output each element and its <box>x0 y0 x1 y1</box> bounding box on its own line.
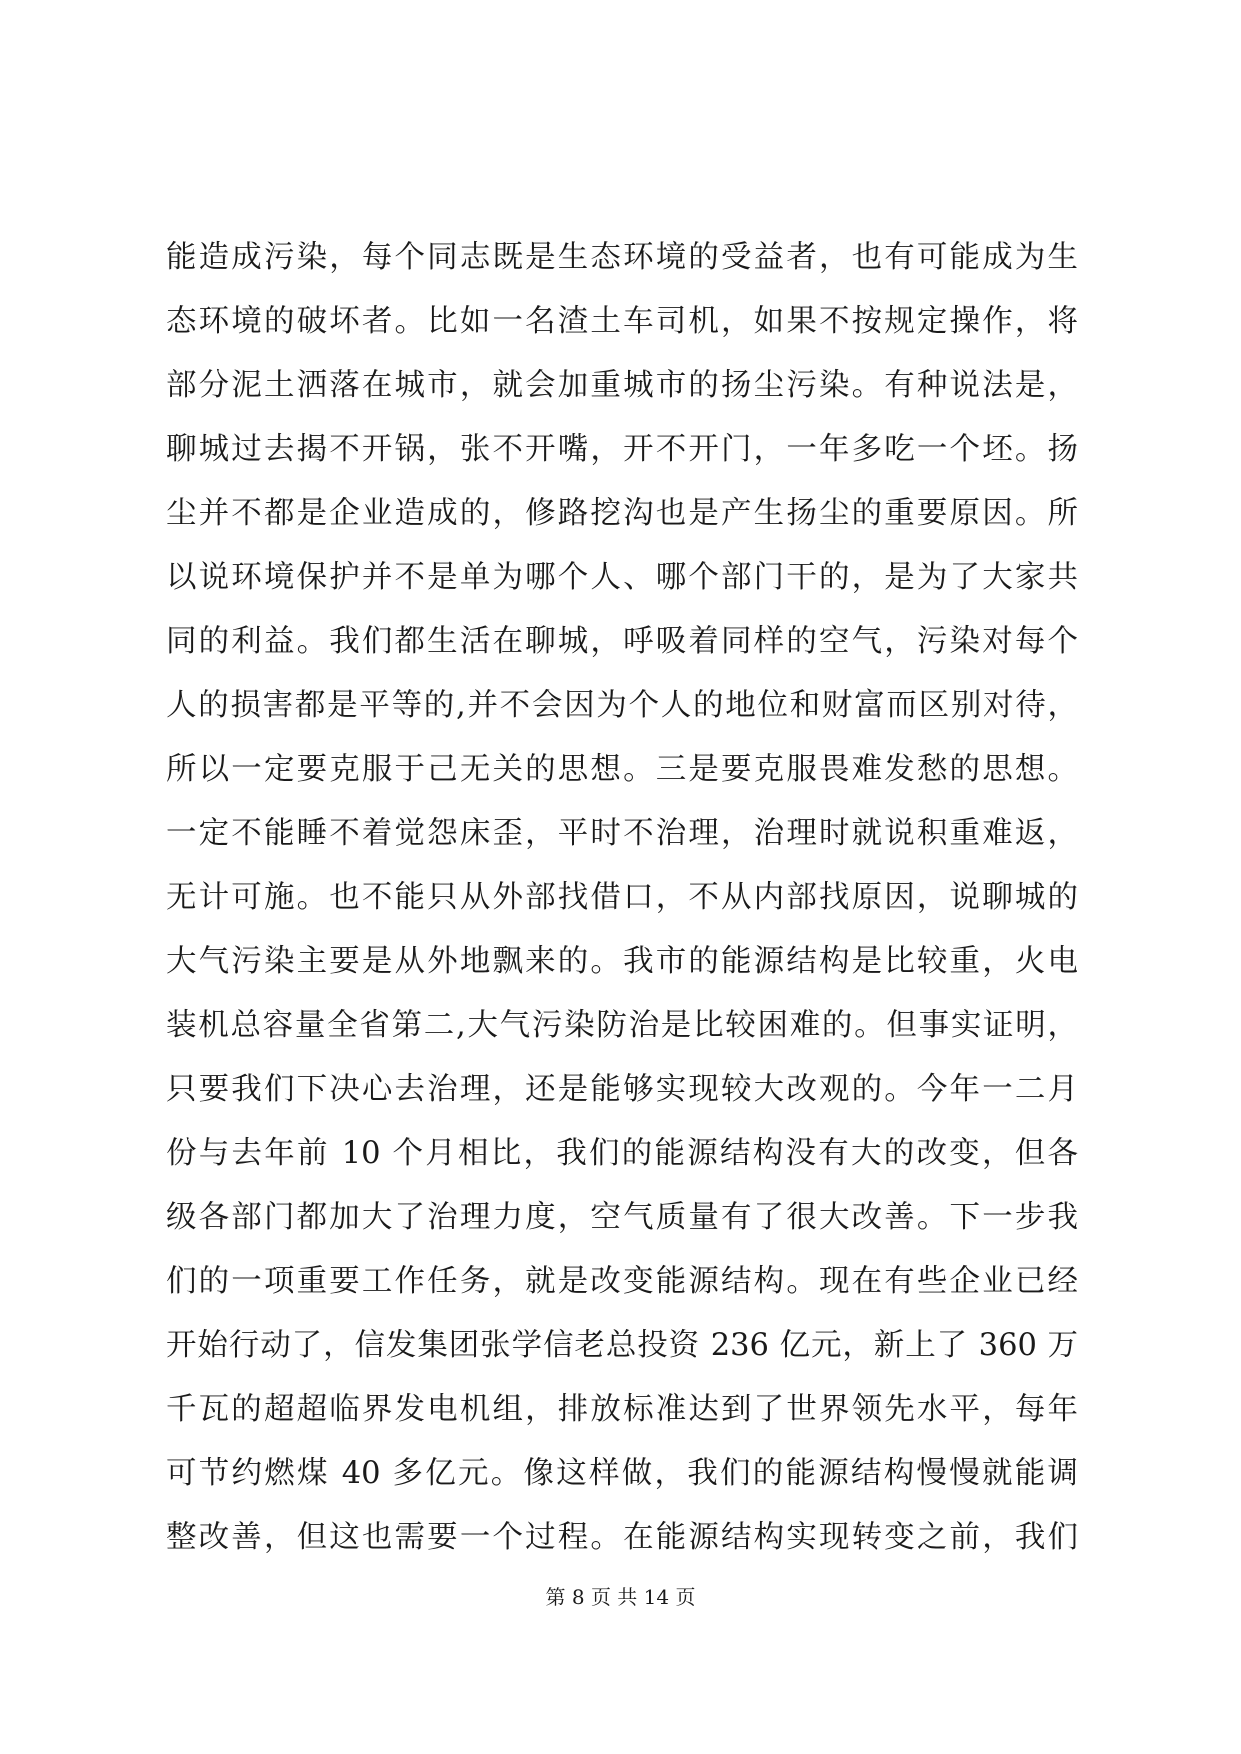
text-line: 千瓦的超超临界发电机组，排放标准达到了世界领先水平，每年 <box>166 1392 1078 1427</box>
page-number-footer: 第 8 页 共 14 页 <box>545 1585 696 1609</box>
text-line: 能造成污染，每个同志既是生态环境的受益者，也有可能成为生 <box>166 240 1078 275</box>
text-line: 份与去年前 10 个月相比，我们的能源结构没有大的改变，但各 <box>166 1136 1078 1171</box>
text-line: 级各部门都加大了治理力度，空气质量有了很大改善。下一步我 <box>166 1200 1078 1235</box>
text-line: 尘并不都是企业造成的，修路挖沟也是产生扬尘的重要原因。所 <box>166 496 1078 531</box>
text-line: 无计可施。也不能只从外部找借口，不从内部找原因，说聊城的 <box>166 880 1078 915</box>
text-line: 们的一项重要工作任务，就是改变能源结构。现在有些企业已经 <box>166 1264 1078 1299</box>
text-line: 态环境的破坏者。比如一名渣土车司机，如果不按规定操作，将 <box>166 304 1078 339</box>
body-text <box>166 226 1078 1570</box>
text-line: 开始行动了，信发集团张学信老总投资 236 亿元，新上了 360 万 <box>166 1328 1078 1363</box>
text-line: 所以一定要克服于己无关的思想。三是要克服畏难发愁的思想。 <box>166 752 1078 787</box>
text-line: 部分泥土洒落在城市，就会加重城市的扬尘污染。有种说法是， <box>166 368 1078 403</box>
text-line: 只要我们下决心去治理，还是能够实现较大改观的。今年一二月 <box>166 1072 1078 1107</box>
text-line: 聊城过去揭不开锅，张不开嘴，开不开门，一年多吃一个坯。扬 <box>166 432 1078 467</box>
text-line: 人的损害都是平等的,并不会因为个人的地位和财富而区别对待， <box>166 688 1078 723</box>
text-line: 一定不能睡不着觉怨床歪，平时不治理，治理时就说积重难返， <box>166 816 1078 851</box>
text-line: 以说环境保护并不是单为哪个人、哪个部门干的，是为了大家共 <box>166 560 1078 595</box>
text-line: 可节约燃煤 40 多亿元。像这样做，我们的能源结构慢慢就能调 <box>166 1456 1078 1491</box>
text-line: 大气污染主要是从外地飘来的。我市的能源结构是比较重，火电 <box>166 944 1078 979</box>
text-line: 装机总容量全省第二,大气污染防治是比较困难的。但事实证明， <box>166 1008 1078 1043</box>
text-line: 整改善，但这也需要一个过程。在能源结构实现转变之前，我们 <box>166 1520 1078 1555</box>
text-line: 同的利益。我们都生活在聊城，呼吸着同样的空气，污染对每个 <box>166 624 1078 659</box>
